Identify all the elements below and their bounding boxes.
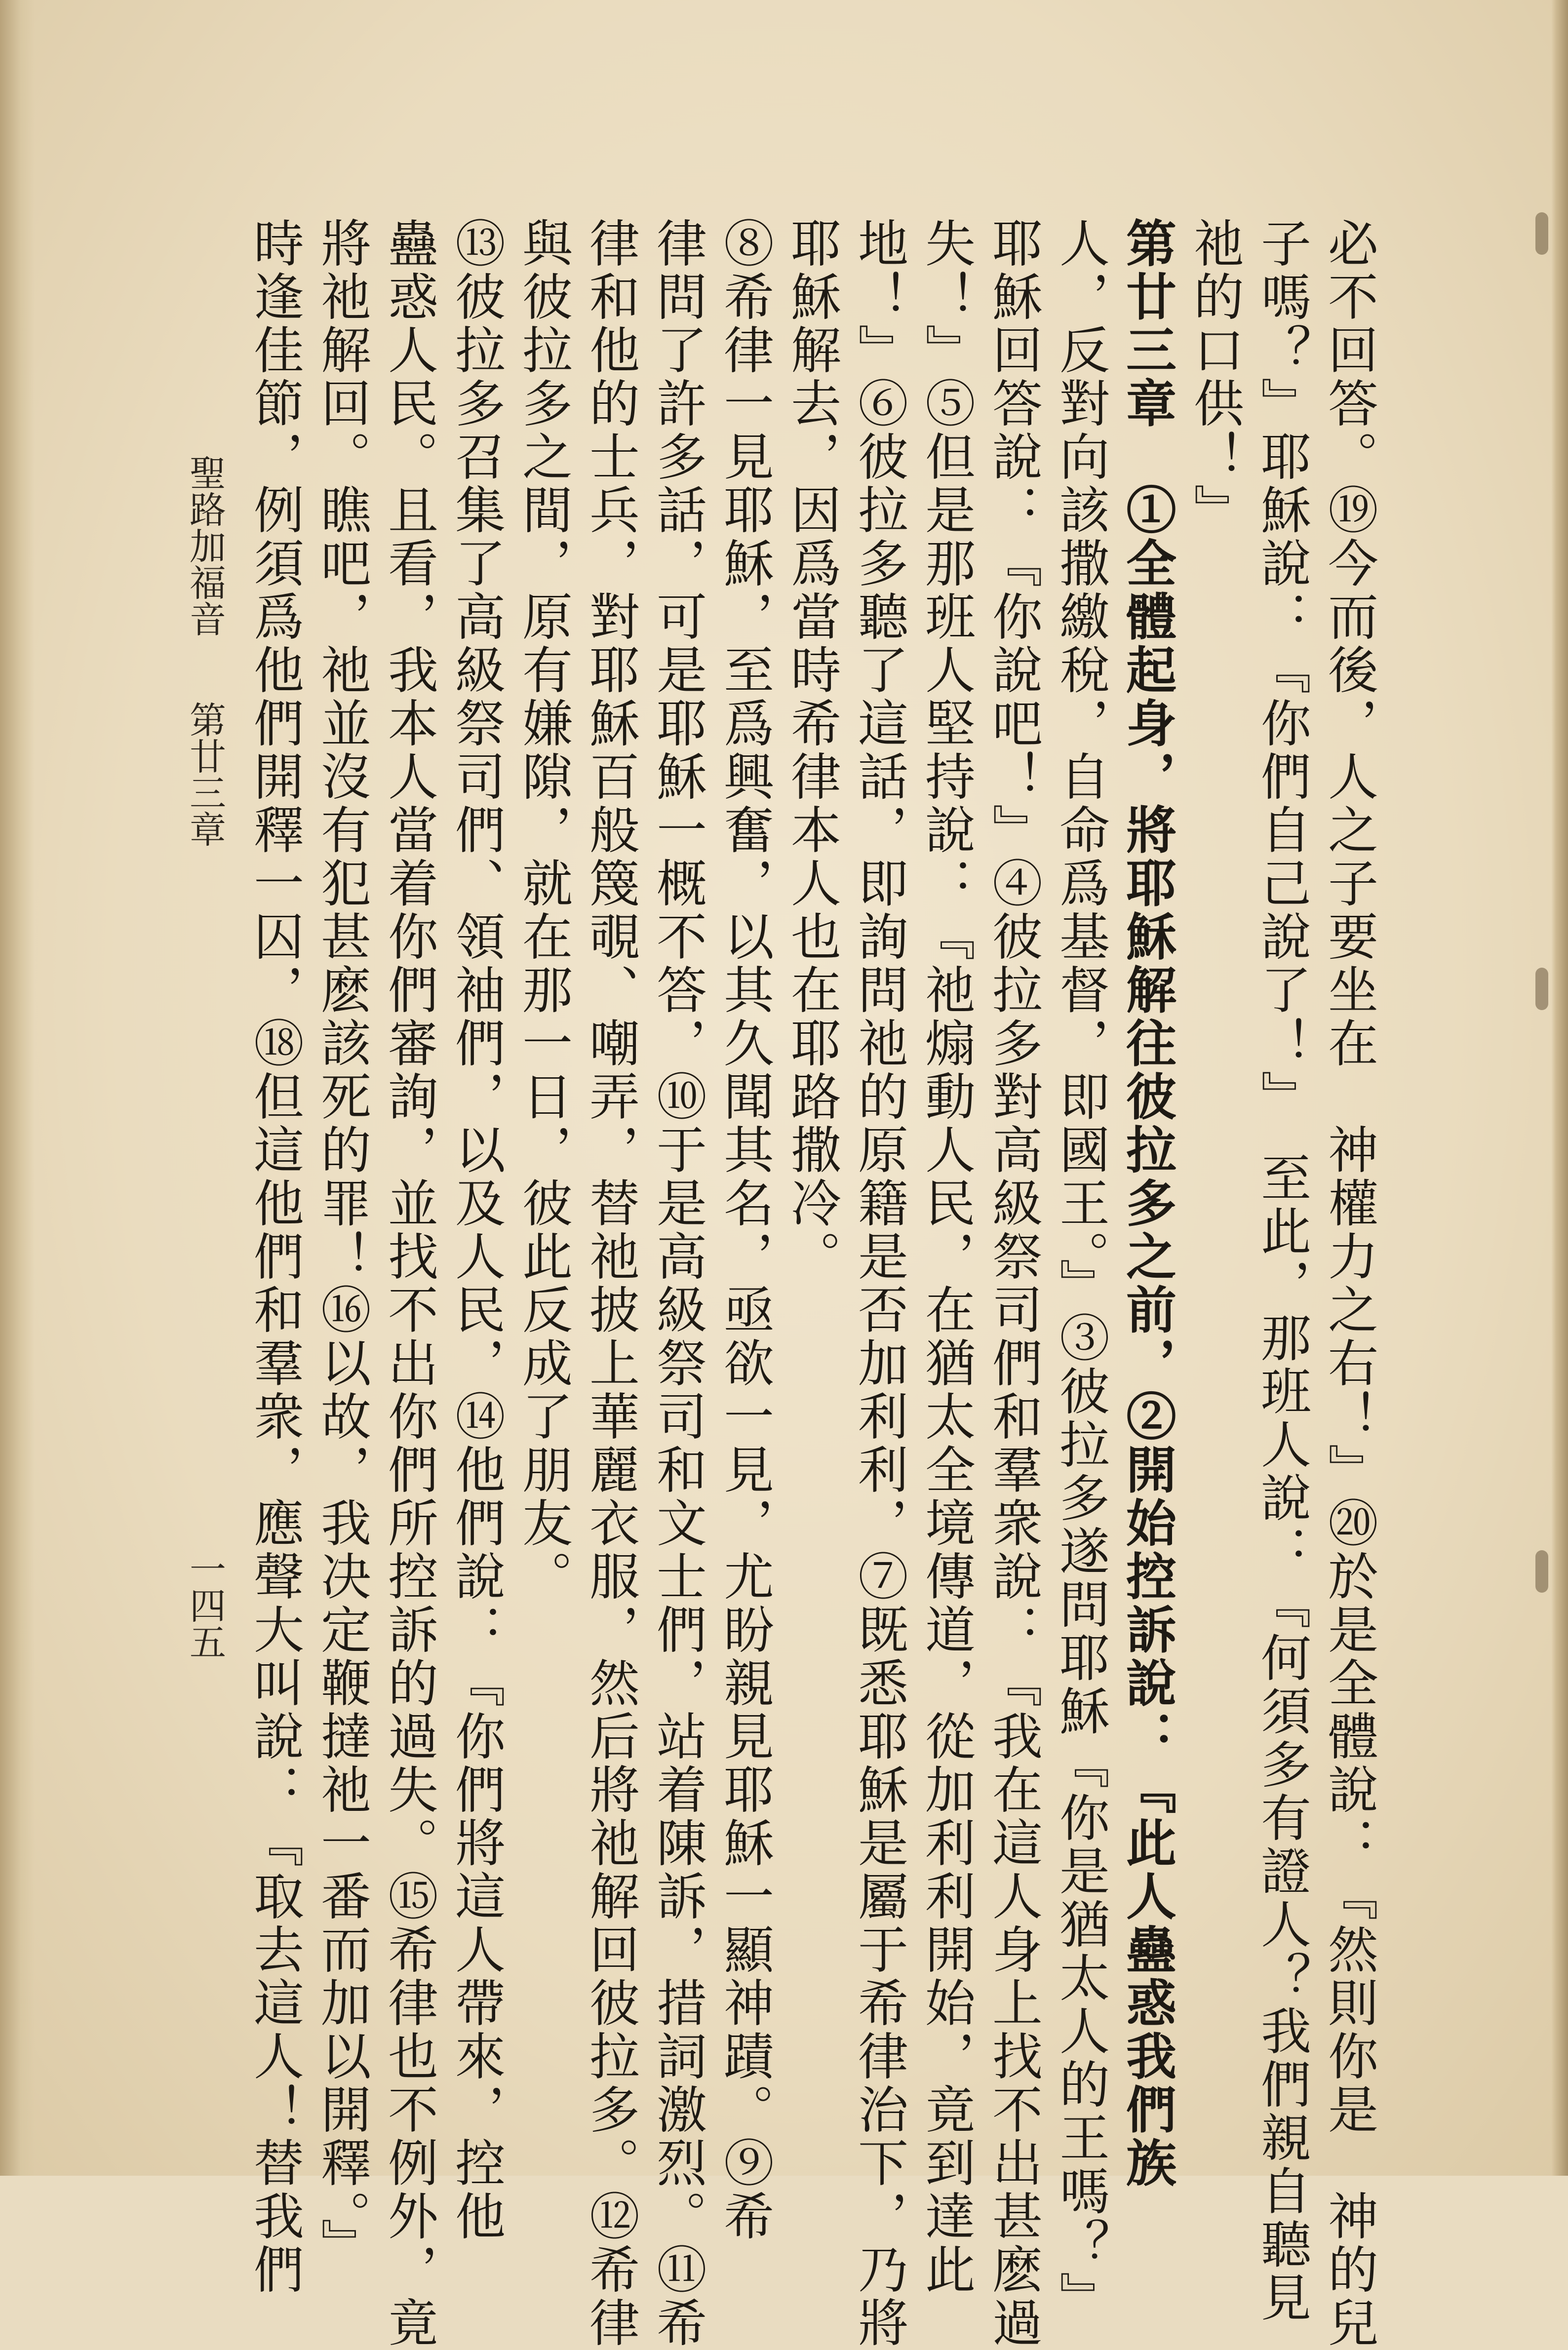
page-edge [1551,0,1568,2176]
binding-hole-bottom [1535,1550,1548,1593]
text-column: 時逢佳節，例須爲他們開釋一囚，⑱但這他們和羣衆，應聲大叫說：『取去這人！替我們 [245,217,304,2297]
text-column: 祂的口供！』 [1185,217,1244,537]
text-column: 子嗎？』耶穌說：『你們自己說了！』 至此，那班人說：『何須多有證人？我們親自聽見 [1253,217,1311,2325]
body-text [245,217,1382,2350]
text-column: 蠱惑人民。且看，我本人當着你們審詢，並找不出你們所控訴的過失。⑮希律也不例外，竟 [380,217,438,2350]
binding-hole-top [1535,212,1548,255]
text-column: 必不回答。⑲今而後，人之子要坐在 神權力之右！』⑳於是全體說：『然則你是 神的兒 [1320,217,1378,2350]
page-number: 一四五 [184,1550,226,1660]
running-title: 聖路加福音 [184,454,226,637]
chapter-heading-column: 第廿三章 ①全體起身，將耶穌解往彼拉多之前，②開始控訴說：『此人蠱惑我們族 [1118,217,1177,2190]
text-column: ⑧希律一見耶穌，至爲興奮，以其久聞其名，亟欲一見，尤盼親見耶穌一顯神蹟。⑨希 [715,217,774,2243]
text-column: 將祂解回。瞧吧，祂並沒有犯甚麽該死的罪！⑯以故，我决定鞭撻祂一番而加以開釋。』 [313,217,371,2272]
text-column: 失！』⑤但是那班人堅持說：『祂煽動人民，在猶太全境傳道，從加利利開始，竟到達此 [917,217,976,2297]
text-column: 耶穌回答說：『你說吧！』④彼拉多對高級祭司們和羣衆說：『我在這人身上找不出甚麽過 [984,217,1043,2350]
text-column: 律和他的士兵，對耶穌百般篾覗、嘲弄，替祂披上華麗衣服，然后將祂解回彼拉多。⑫希律 [581,217,640,2350]
running-chapter: 第廿三章 [184,701,226,847]
text-column: 與彼拉多之間，原有嫌隙，就在那一日，彼此反成了朋友。 [514,217,573,1604]
text-column: 耶穌解去，因爲當時希律本人也在耶路撒冷。 [783,217,841,1284]
binding-hole-middle [1535,968,1548,1010]
binding-shadow [0,0,35,2176]
text-column: ⑬彼拉多召集了高級祭司們、領袖們，以及人民，⑭他們說：『你們將這人帶來，控他 [447,217,506,2243]
text-column: 人，反對向該撒繳稅，自命爲基督，即國王。』③彼拉多遂問耶穌『你是猶太人的王嗎？』 [1051,217,1110,2325]
text-column: 律問了許多話，可是耶穌一概不答，⑩于是高級祭司和文士們，站着陳訴，措詞激烈。⑪希 [648,217,707,2350]
text-column: 地！』⑥彼拉多聽了這話，即詢問祂的原籍是否加利利，⑦既悉耶穌是屬于希律治下，乃將 [850,217,908,2350]
